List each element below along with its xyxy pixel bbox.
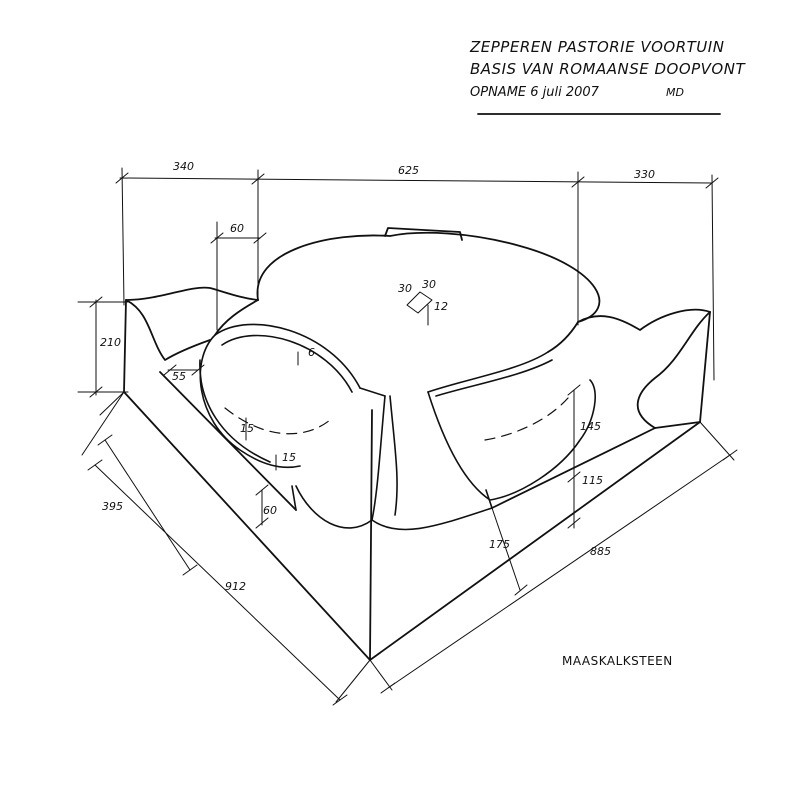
dim-recess: 60 <box>230 222 244 235</box>
dim-groove: 6 <box>308 346 315 359</box>
material-label: MAASKALKSTEEN <box>562 654 673 668</box>
dim-top-middle: 625 <box>398 164 419 177</box>
dim-side-912: 912 <box>225 580 246 593</box>
dim-low-60: 60 <box>263 504 277 517</box>
dim-side-885: 885 <box>590 545 611 558</box>
block-outline <box>124 288 710 660</box>
side-dimensions <box>82 352 737 705</box>
title-line-1: ZEPPEREN PASTORIE VOORTUIN <box>470 38 725 56</box>
dim-ledge-a: 15 <box>240 422 254 435</box>
title-line-3 <box>470 80 720 106</box>
dim-right-115: 115 <box>582 474 603 487</box>
dim-low-175: 175 <box>489 538 510 551</box>
dim-small-a: 30 <box>398 282 412 295</box>
dim-small-b: 30 <box>422 278 436 291</box>
author-initials: MD <box>666 86 684 99</box>
dim-top-right: 330 <box>634 168 655 181</box>
recesses <box>200 324 595 529</box>
dim-small-55: 55 <box>172 370 186 383</box>
title-block <box>470 36 746 106</box>
dim-ledge-b: 15 <box>282 451 296 464</box>
title-line-2: BASIS VAN ROMAANSE DOOPVONT <box>470 60 746 78</box>
dim-height-left: 210 <box>100 336 121 349</box>
survey-date: OPNAME 6 juli 2007 <box>470 85 599 100</box>
dim-right-145: 145 <box>580 420 601 433</box>
dim-side-395: 395 <box>102 500 123 513</box>
dim-small-c: 12 <box>434 300 448 313</box>
dim-top-left: 340 <box>173 160 194 173</box>
